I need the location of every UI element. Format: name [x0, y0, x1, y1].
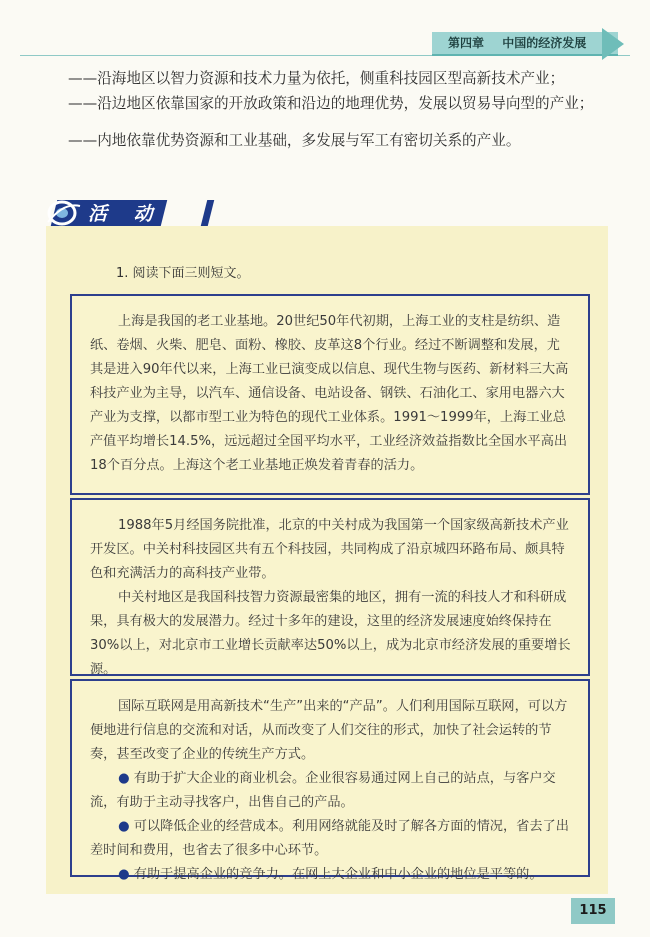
internet-bullet-2: [90, 815, 572, 863]
shanghai-paragraph: 上海是我国的老工业基地。20世纪50年代初期，上海工业的支柱是纺织、造纸、卷烟、火柴、肥皂、面粉、橡胶、皮革这8个行业。经过不断调整和发展，尤其是进入90年代以来，上海工业已演变成以信息、现代生物与医药、新材料三大高科技产业为主导，以汽车、通信设备、电站设备、钢铁、石油化工、家用电器六大产业为支撑，以都市型工业为特色的现代工业体系。1991～1999年，上海工业总产值平均增长14.5%，远远超过全国平均水平，工业经济效益指数比全国水平高出18个百分点。上海这个老工业基地正焕发着青春的活力。: [90, 314, 569, 473]
activity-badge-label: 活 动: [88, 203, 163, 225]
header-arrow-icon: [602, 28, 624, 60]
zhongguancun-paragraph-1: 1988年5月经国务院批准，北京的中关村成为我国第一个国家级高新技术产业开发区。中关村科技园区共有五个科技园，共同构成了沿京城四环路布局、颇具特色和充满活力的高科技产业带。: [90, 518, 569, 581]
bullet-dot-icon: ●: [118, 771, 130, 786]
intro-paragraph-border: ——沿边地区依靠国家的开放政策和沿边的地理优势，发展以贸易导向型的产业；: [68, 95, 594, 112]
bullet-text: 可以降低企业的经营成本。利用网络就能及时了解各方面的情况，省去了出差时间和费用，也省去了很多中心环节。: [90, 819, 569, 858]
activity-ring-icon: [44, 196, 84, 230]
internet-bullet-1: [90, 767, 572, 815]
reading-box-shanghai: [70, 294, 590, 495]
reading-box-internet: [70, 679, 590, 882]
zhongguancun-paragraph-2: 中关村地区是我国科技智力资源最密集的地区，拥有一流的科技人才和科研成果，具有极大的发展潜力。经过十多年的建设，这里的经济发展速度始终保持在30%以上，对北京市工业增长贡献率达50%以上，成为北京市经济发展的重要增长源。: [90, 590, 571, 677]
bullet-dot-icon: ●: [118, 819, 130, 834]
chapter-number: 第四章: [448, 36, 485, 50]
chapter-title: 中国的经济发展: [502, 36, 587, 50]
bullet-text: 有助于扩大企业的商业机会。企业很容易通过网上自己的站点，与客户交流，有助于主动寻找客户，出售自己的产品。: [90, 771, 556, 810]
activity-badge: [44, 196, 172, 230]
internet-paragraph: 国际互联网是用高新技术“生产”出来的“产品”。人们利用国际互联网，可以方便地进行信息的交流和对话，从而改变了人们交往的形式，加快了社会运转的节奏，甚至改变了企业的传统生产方式。: [90, 699, 568, 762]
internet-bullet-3: [90, 863, 572, 887]
bullet-dot-icon: ●: [118, 867, 130, 882]
intro-paragraph-inland: ——内地依靠优势资源和工业基础，多发展与军工有密切关系的产业。: [68, 132, 521, 149]
activity-badge-bar: [201, 200, 214, 226]
intro-paragraph-coastal: ——沿海地区以智力资源和技术力量为依托，侧重科技园区型高新技术产业；: [68, 70, 565, 87]
reading-box-zhongguancun: [70, 498, 590, 676]
page-number: 115: [571, 898, 615, 924]
bullet-text: 有助于提高企业的竞争力。在网上大企业和中小企业的地位是平等的。: [133, 867, 543, 882]
activity-instruction: 1. 阅读下面三则短文。: [116, 266, 250, 281]
intro-text: [40, 66, 620, 153]
chapter-header: [432, 32, 618, 56]
